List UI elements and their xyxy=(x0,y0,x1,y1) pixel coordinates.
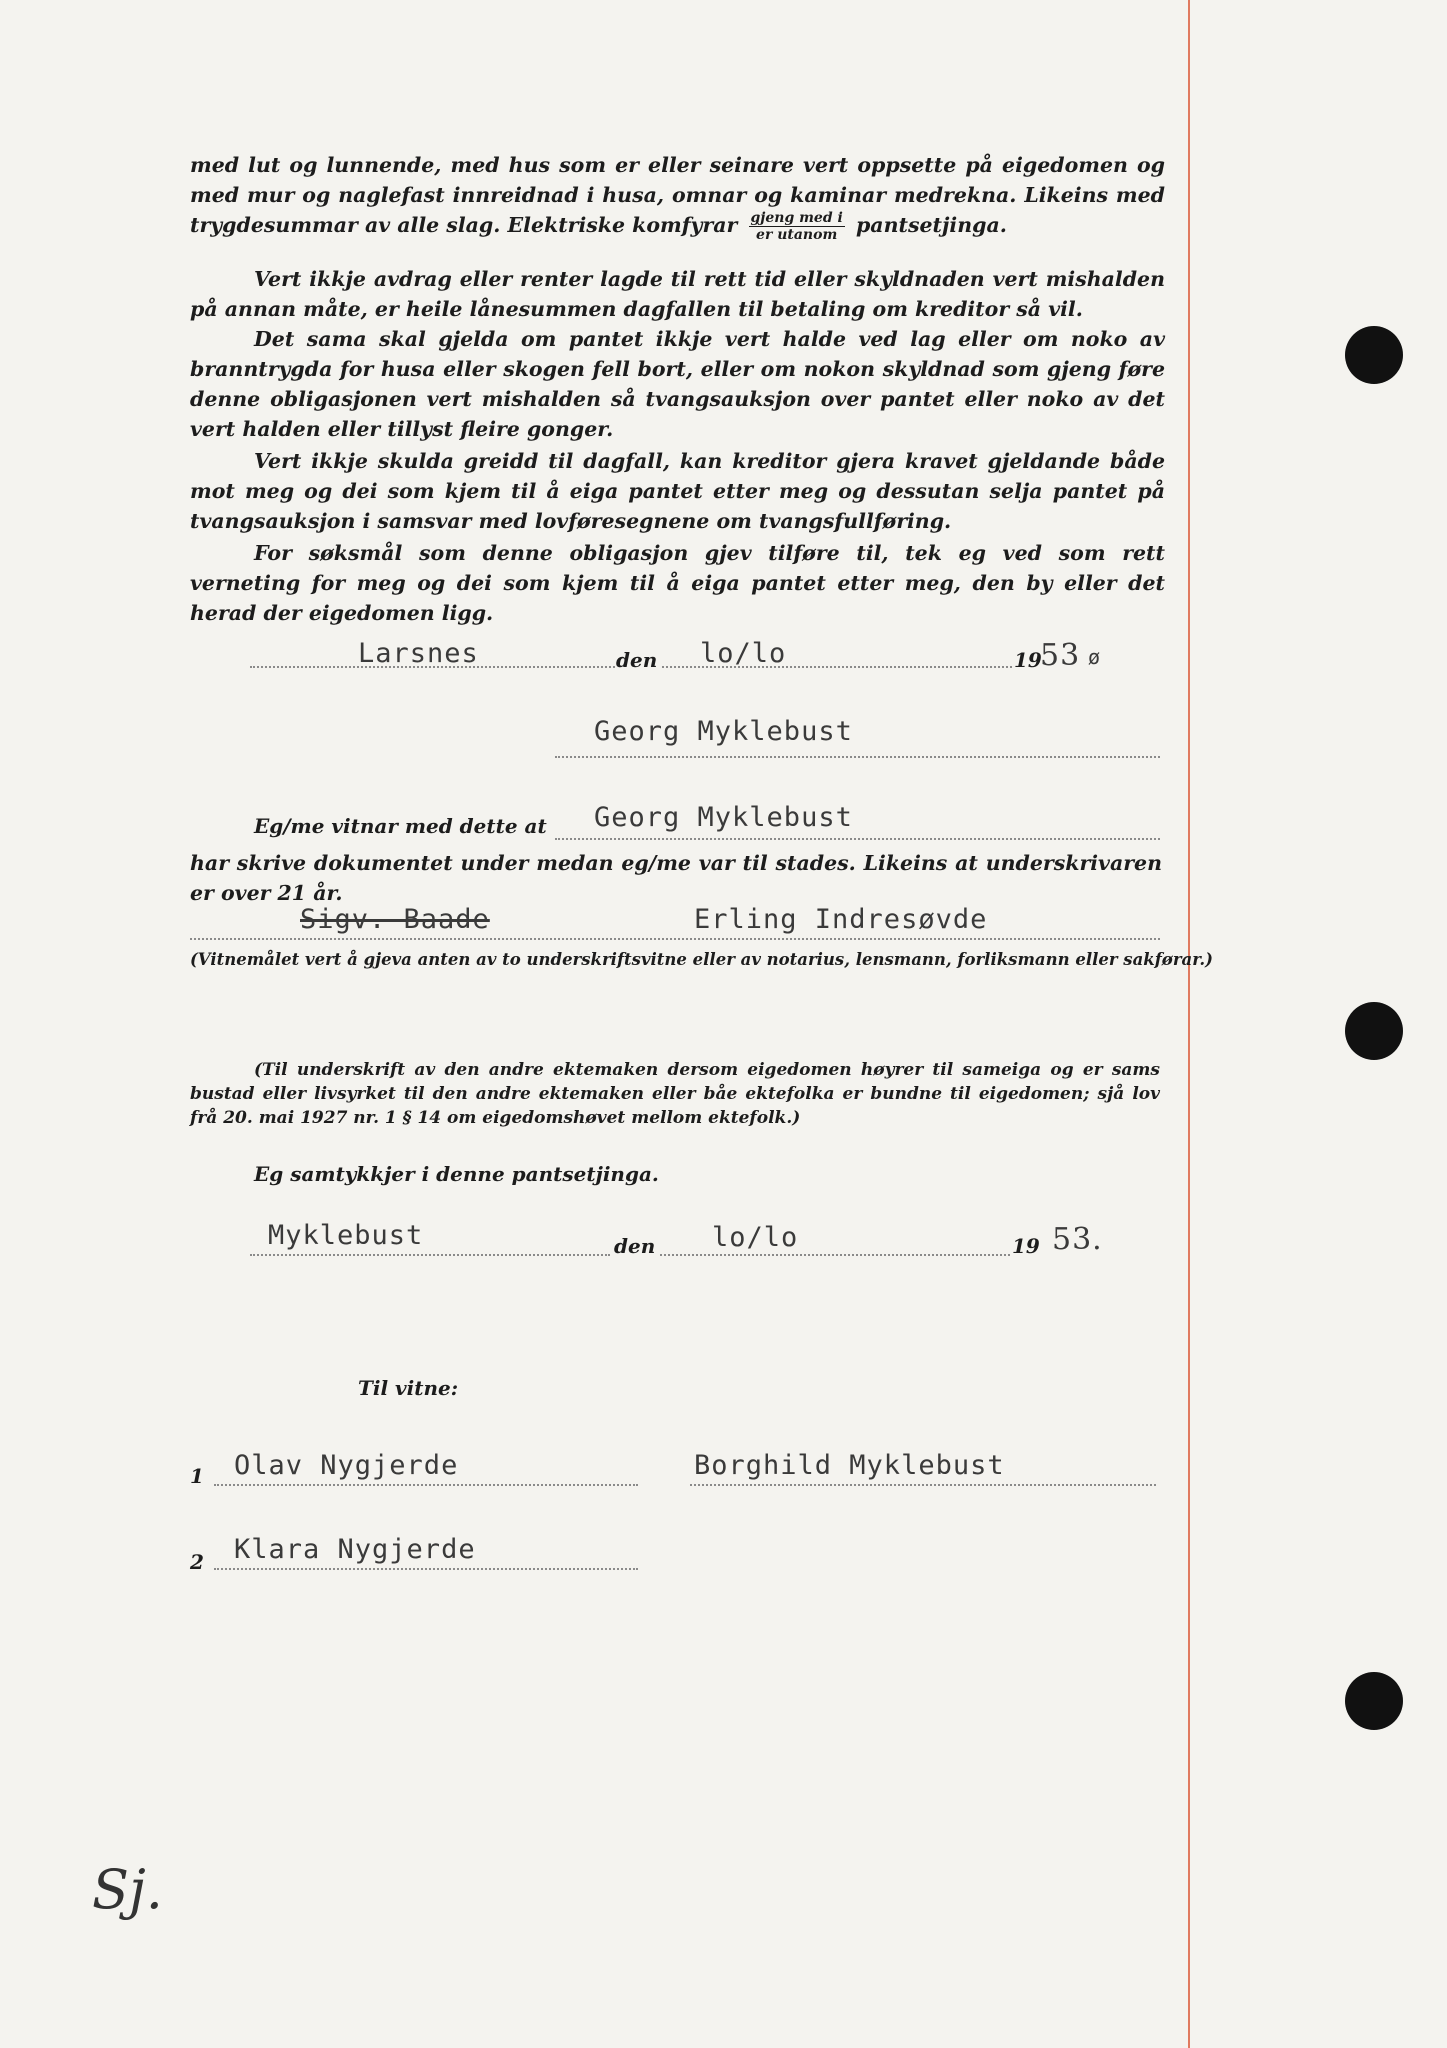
place-line-2 xyxy=(250,1254,610,1256)
punch-hole-bottom xyxy=(1345,1672,1403,1730)
year-prefix-2: 19 xyxy=(1012,1234,1040,1258)
witness-1-number: 1 xyxy=(190,1464,204,1488)
date-2: lo/lo xyxy=(712,1222,799,1253)
paragraph-enforcement: Vert ikkje skulda greidd til dagfall, kan kreditor gjera kravet gjeldande både mot meg og dei som kjem til å eiga pantet etter meg og dessutan selja pantet på tvangsauksjon i samsvar med lovføresegnene om tvangsfullføring. xyxy=(190,449,1165,533)
witness-1-name: Olav Nygjerde xyxy=(234,1450,459,1481)
paragraph-default: Vert ikkje avdrag eller renter lagde til rett tid eller skyldnaden vert mishalden på annan måte, er heile lånesummen dagfallen til betaling om kreditor så vil. xyxy=(190,267,1165,321)
paragraph-property xyxy=(190,150,1165,243)
paragraph-jurisdiction: For søksmål som denne obligasjon gjev tilføre til, tek eg ved som rett verneting for meg og dei som kjem til å eiga pantet etter meg, den by eller det herad der eigedomen ligg. xyxy=(190,541,1165,625)
place-1: Larsnes xyxy=(358,638,479,669)
handwritten-initials: Sj. xyxy=(92,1858,163,1921)
witness-statement: har skrive dokumentet under medan eg/me var til stades. Likeins at underskrivaren er over 21 år. xyxy=(190,851,1162,905)
consent-statement: Eg samtykkjer i denne pantsetjinga. xyxy=(254,1162,659,1186)
paragraph-property-end: pantsetjinga. xyxy=(855,213,1007,237)
witness-1-right-name: Borghild Myklebust xyxy=(694,1450,1005,1481)
year-1: 53 xyxy=(1040,638,1081,673)
witness-struck-name: Sigv. Baade xyxy=(300,904,490,935)
spouse-note: (Til underskrift av den andre ektemaken dersom eigedomen høyrer til sameiga og er sams bustad eller livsyrket til den andre ektemaken eller båe ektefolka er bundne til eigedomen; sjå lov frå 20. mai 1927 nr. 1 § 14 om eigedomshøvet mellom ektefolk.) xyxy=(190,1060,1160,1128)
margin-rule xyxy=(1188,0,1190,2048)
date-1: lo/lo xyxy=(700,638,787,669)
witness-1-line xyxy=(214,1484,638,1486)
witness-confirmed-name: Georg Myklebust xyxy=(594,802,853,833)
witness-2-number: 2 xyxy=(190,1550,204,1574)
fraction-top: gjeng med i xyxy=(750,210,843,226)
witness-label: Eg/me vitnar med dette at xyxy=(254,814,547,838)
witness-signature-line xyxy=(190,938,1160,940)
fraction-bottom: er utanom xyxy=(756,227,838,243)
punch-hole-middle xyxy=(1345,1002,1403,1060)
witness-note: (Vitnemålet vert å gjeva anten av to underskriftsvitne eller av notarius, lensmann, forliksmann eller sakførar.) xyxy=(190,950,1213,969)
paragraph-property-text: med lut og lunnende, med hus som er eller seinare vert oppsette på eigedomen og med mur og naglefast innreidnad i husa, omnar og kaminar medrekna. Likeins med trygdesummar av alle slag. Elektriske komfyrar xyxy=(190,153,1165,237)
witness-2-line xyxy=(214,1568,638,1570)
year-1-suffix: ø xyxy=(1088,645,1102,669)
witness-2-name: Klara Nygjerde xyxy=(234,1534,476,1565)
date-line-2 xyxy=(660,1254,1010,1256)
signer-name: Georg Myklebust xyxy=(594,716,853,747)
til-vitne-label: Til vitne: xyxy=(358,1376,459,1400)
den-label-2: den xyxy=(614,1234,656,1258)
witness-name-line xyxy=(555,838,1160,840)
witness-signer-name: Erling Indresøvde xyxy=(694,904,988,935)
option-fraction xyxy=(749,210,845,243)
signer-line xyxy=(555,756,1160,758)
year-2: 53. xyxy=(1052,1222,1103,1257)
punch-hole-top xyxy=(1345,326,1403,384)
year-prefix-1: 19 xyxy=(1014,648,1042,672)
place-2: Myklebust xyxy=(268,1220,424,1251)
witness-1-right-line xyxy=(690,1484,1156,1486)
den-label-1: den xyxy=(616,648,658,672)
paragraph-fire-insurance: Det sama skal gjelda om pantet ikkje vert halde ved lag eller om noko av branntrygda for husa eller skogen fell bort, eller om nokon skyldnad som gjeng føre denne obligasjonen vert mishalden så tvangsauksjon over pantet eller noko av det vert halden eller tillyst fleire gonger. xyxy=(190,327,1165,441)
